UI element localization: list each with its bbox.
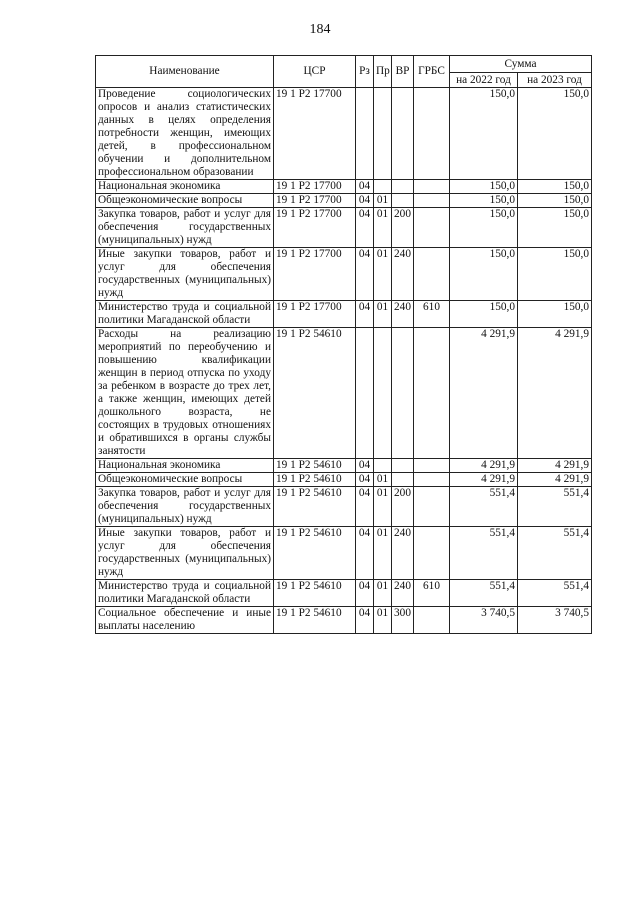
table-row — [96, 301, 592, 328]
cell-name: Расходы на реализацию мероприятий по переобучению и повышению квалификации женщин в период отпуска по уходу за ребенком в возрасте до трех лет, а также женщин, имеющих детей дошкольного возраста, не состоящих в трудовых отношениях и обратившихся в органы службы занятости — [96, 328, 274, 459]
cell-rz: 04 — [356, 194, 374, 208]
cell-csr: 19 1 P2 17700 — [274, 194, 356, 208]
header-grbs: ГРБС — [414, 56, 450, 88]
cell-pr: 01 — [374, 473, 392, 487]
cell-name: Общеэкономические вопросы — [96, 194, 274, 208]
cell-csr: 19 1 P2 54610 — [274, 487, 356, 527]
cell-grbs — [414, 473, 450, 487]
cell-pr: 01 — [374, 301, 392, 328]
cell-vr: 240 — [392, 527, 414, 580]
cell-grbs: 610 — [414, 301, 450, 328]
cell-amount-2022: 551,4 — [450, 487, 518, 527]
cell-vr: 240 — [392, 248, 414, 301]
cell-rz: 04 — [356, 473, 374, 487]
cell-amount-2022: 551,4 — [450, 580, 518, 607]
cell-vr — [392, 180, 414, 194]
cell-rz: 04 — [356, 301, 374, 328]
cell-rz: 04 — [356, 580, 374, 607]
cell-name: Иные закупки товаров, работ и услуг для обеспечения государственных (муниципальных) нужд — [96, 248, 274, 301]
cell-amount-2022: 4 291,9 — [450, 328, 518, 459]
cell-csr: 19 1 P2 54610 — [274, 607, 356, 634]
cell-pr — [374, 328, 392, 459]
cell-name: Закупка товаров, работ и услуг для обеспечения государственных (муниципальных) нужд — [96, 208, 274, 248]
header-rz: Рз — [356, 56, 374, 88]
cell-pr: 01 — [374, 208, 392, 248]
cell-amount-2022: 150,0 — [450, 301, 518, 328]
cell-vr — [392, 473, 414, 487]
cell-csr: 19 1 P2 54610 — [274, 459, 356, 473]
table-row — [96, 88, 592, 180]
table-row — [96, 328, 592, 459]
cell-amount-2023: 4 291,9 — [518, 328, 592, 459]
budget-table — [95, 55, 592, 634]
cell-vr — [392, 194, 414, 208]
cell-name: Социальное обеспечение и иные выплаты населению — [96, 607, 274, 634]
cell-grbs — [414, 208, 450, 248]
table-row — [96, 208, 592, 248]
cell-amount-2022: 150,0 — [450, 248, 518, 301]
header-year-2023: на 2023 год — [518, 73, 592, 88]
cell-csr: 19 1 P2 54610 — [274, 580, 356, 607]
cell-amount-2023: 150,0 — [518, 88, 592, 180]
header-name: Наименование — [96, 56, 274, 88]
cell-grbs — [414, 180, 450, 194]
cell-rz: 04 — [356, 527, 374, 580]
cell-amount-2023: 150,0 — [518, 208, 592, 248]
cell-amount-2023: 150,0 — [518, 194, 592, 208]
cell-csr: 19 1 P2 17700 — [274, 301, 356, 328]
cell-name: Министерство труда и социальной политики Магаданской области — [96, 580, 274, 607]
page-number: 184 — [309, 22, 331, 37]
cell-rz — [356, 328, 374, 459]
header-vr: ВР — [392, 56, 414, 88]
table-row — [96, 459, 592, 473]
cell-name: Закупка товаров, работ и услуг для обеспечения государственных (муниципальных) нужд — [96, 487, 274, 527]
table-row — [96, 180, 592, 194]
table-row — [96, 607, 592, 634]
cell-amount-2022: 4 291,9 — [450, 473, 518, 487]
cell-amount-2023: 150,0 — [518, 248, 592, 301]
cell-amount-2022: 150,0 — [450, 88, 518, 180]
cell-amount-2022: 150,0 — [450, 194, 518, 208]
cell-amount-2023: 551,4 — [518, 487, 592, 527]
cell-vr: 240 — [392, 301, 414, 328]
table-row — [96, 580, 592, 607]
cell-csr: 19 1 P2 17700 — [274, 208, 356, 248]
cell-pr: 01 — [374, 487, 392, 527]
cell-amount-2023: 4 291,9 — [518, 459, 592, 473]
cell-pr: 01 — [374, 248, 392, 301]
cell-rz: 04 — [356, 208, 374, 248]
cell-amount-2022: 551,4 — [450, 527, 518, 580]
cell-name: Иные закупки товаров, работ и услуг для обеспечения государственных (муниципальных) нужд — [96, 527, 274, 580]
cell-amount-2023: 4 291,9 — [518, 473, 592, 487]
cell-grbs — [414, 527, 450, 580]
table-body — [96, 88, 592, 634]
header-pr: Пр — [374, 56, 392, 88]
cell-amount-2022: 150,0 — [450, 180, 518, 194]
cell-csr: 19 1 P2 54610 — [274, 527, 356, 580]
cell-grbs: 610 — [414, 580, 450, 607]
header-year-2022: на 2022 год — [450, 73, 518, 88]
cell-grbs — [414, 248, 450, 301]
cell-rz: 04 — [356, 248, 374, 301]
cell-pr — [374, 459, 392, 473]
cell-vr: 240 — [392, 580, 414, 607]
cell-rz: 04 — [356, 607, 374, 634]
table-row — [96, 248, 592, 301]
cell-csr: 19 1 P2 17700 — [274, 248, 356, 301]
cell-rz — [356, 88, 374, 180]
cell-amount-2023: 551,4 — [518, 580, 592, 607]
cell-vr: 300 — [392, 607, 414, 634]
cell-grbs — [414, 487, 450, 527]
cell-pr — [374, 180, 392, 194]
cell-vr — [392, 88, 414, 180]
cell-grbs — [414, 194, 450, 208]
cell-csr: 19 1 P2 17700 — [274, 180, 356, 194]
cell-vr: 200 — [392, 208, 414, 248]
cell-name: Национальная экономика — [96, 180, 274, 194]
table-row — [96, 473, 592, 487]
table-row — [96, 194, 592, 208]
cell-name: Национальная экономика — [96, 459, 274, 473]
cell-amount-2023: 3 740,5 — [518, 607, 592, 634]
header-csr: ЦСР — [274, 56, 356, 88]
table-row — [96, 487, 592, 527]
cell-pr — [374, 88, 392, 180]
table-row — [96, 527, 592, 580]
cell-csr: 19 1 P2 17700 — [274, 88, 356, 180]
cell-pr: 01 — [374, 607, 392, 634]
cell-grbs — [414, 88, 450, 180]
cell-csr: 19 1 P2 54610 — [274, 473, 356, 487]
cell-grbs — [414, 607, 450, 634]
header-sum: Сумма — [450, 56, 592, 73]
cell-grbs — [414, 459, 450, 473]
cell-vr — [392, 328, 414, 459]
cell-amount-2022: 3 740,5 — [450, 607, 518, 634]
cell-amount-2022: 4 291,9 — [450, 459, 518, 473]
cell-grbs — [414, 328, 450, 459]
cell-name: Проведение социологических опросов и анализ статистических данных в целях определения потребности женщин, имеющих детей, в профессиональном обучении и дополнительном профессиональном образовании — [96, 88, 274, 180]
cell-pr: 01 — [374, 194, 392, 208]
cell-pr: 01 — [374, 527, 392, 580]
cell-csr: 19 1 P2 54610 — [274, 328, 356, 459]
cell-rz: 04 — [356, 180, 374, 194]
cell-rz: 04 — [356, 487, 374, 527]
cell-name: Министерство труда и социальной политики Магаданской области — [96, 301, 274, 328]
cell-pr: 01 — [374, 580, 392, 607]
cell-rz: 04 — [356, 459, 374, 473]
cell-amount-2023: 551,4 — [518, 527, 592, 580]
cell-vr: 200 — [392, 487, 414, 527]
cell-amount-2022: 150,0 — [450, 208, 518, 248]
cell-amount-2023: 150,0 — [518, 301, 592, 328]
cell-vr — [392, 459, 414, 473]
cell-name: Общеэкономические вопросы — [96, 473, 274, 487]
cell-amount-2023: 150,0 — [518, 180, 592, 194]
